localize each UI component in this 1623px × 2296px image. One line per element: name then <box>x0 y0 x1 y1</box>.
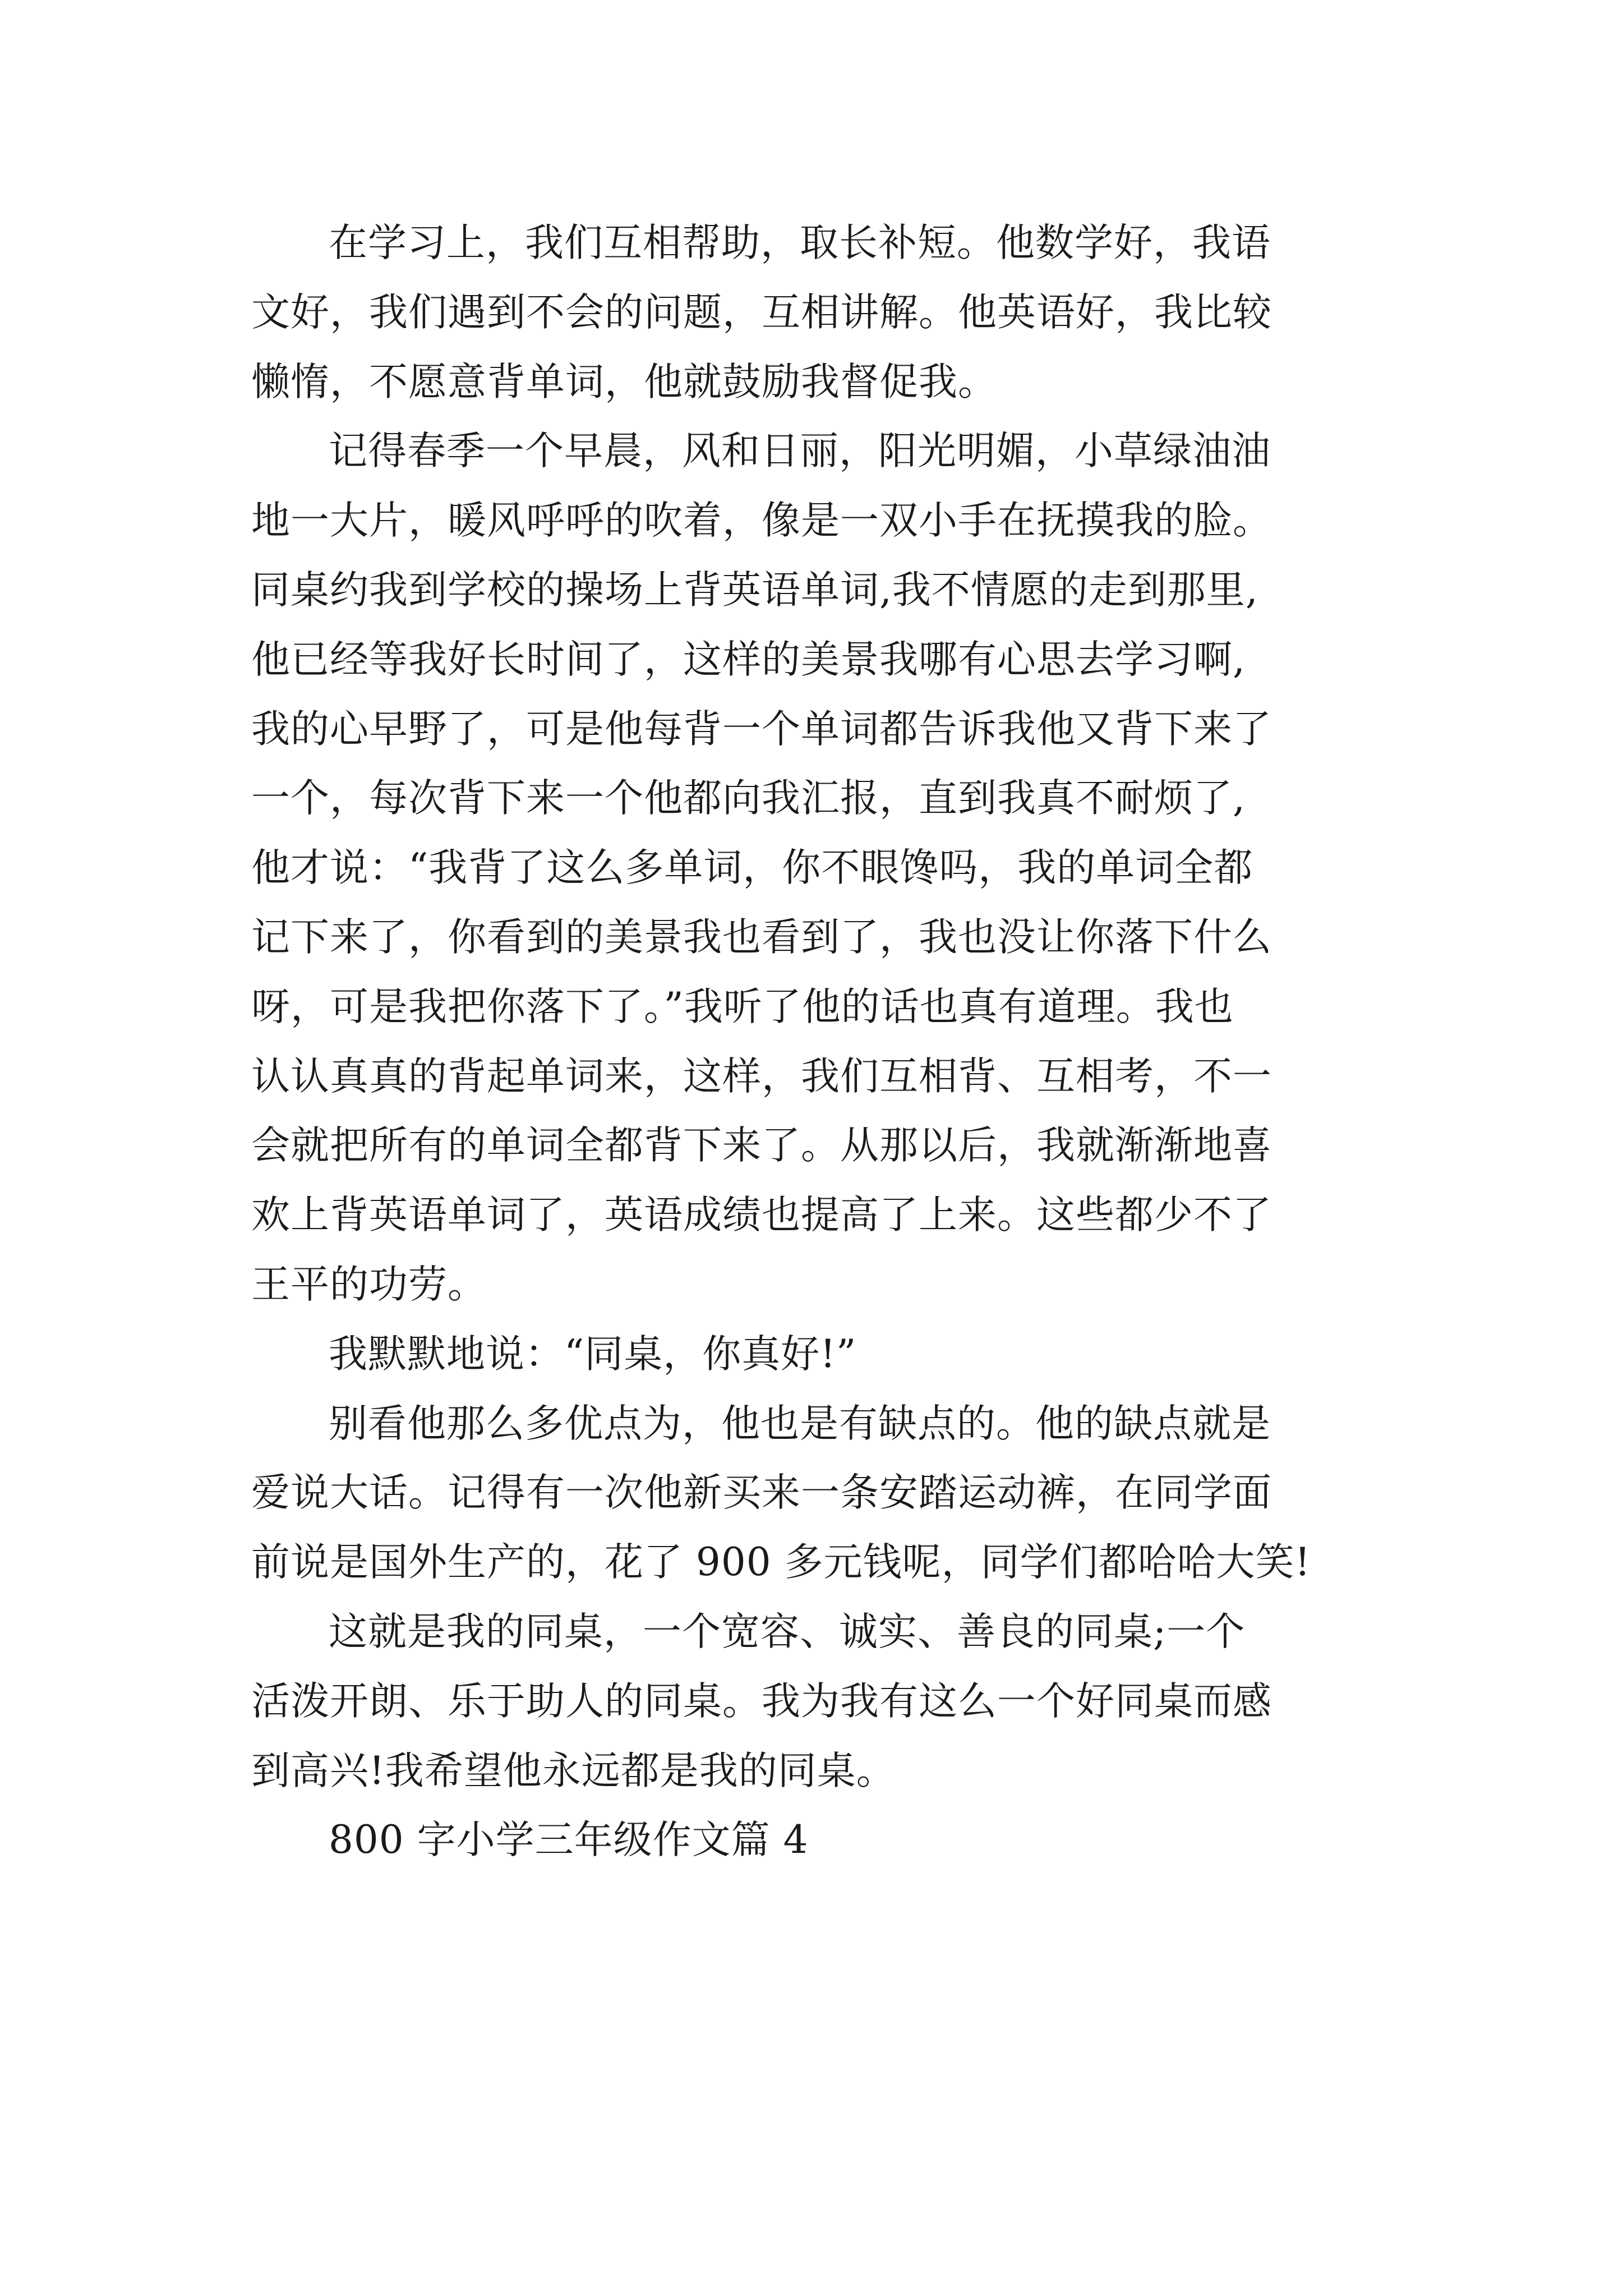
paragraph-shortcoming: 别看他那么多优点为，他也是有缺点的。他的缺点就是 爱说大话。记得有一次他新买来一条安踏运动裤，在同学面 前说是国外生产的，花了 900 多元钱呢，同学们都哈哈大笑! <box>251 1401 1311 1585</box>
paragraph-study-help: 在学习上，我们互相帮助，取长补短。他数学好，我语 文好，我们遇到不会的问题，互相讲解。他英语好，我比较 懒惰，不愿意背单词，他就鼓励我督促我。 <box>251 220 1272 404</box>
body-text <box>251 209 1380 1875</box>
section-heading: 800 字小学三年级作文篇 4 <box>329 1818 809 1863</box>
paragraph-conclusion: 这就是我的同桌，一个宽容、诚实、善良的同桌;一个 活泼开朗、乐于助人的同桌。我为我有这么一个好同桌而感 到高兴!我希望他永远都是我的同桌。 <box>251 1609 1272 1793</box>
paragraph-thanks: 我默默地说：“同桌，你真好!” <box>329 1331 857 1377</box>
paragraph-spring-morning: 记得春季一个早晨，风和日丽，阳光明媚，小草绿油油 地一大片，暖风呼呼的吹着，像是一双小手在抚摸我的脸。 同桌约我到学校的操场上背英语单词,我不情愿的走到那里, 他已经等我好长时间了，这样的美景我哪有心思去学习啊, 我的心早野了，可是他每背一个单词都告诉我他又背下来了 一个，每次背下来一个他都向我汇报，直到我真不耐烦了, 他才说：“我背了这么多单词，你不眼馋吗，我的单词全都 记下来了，你看到的美景我也看到了，我也没让你落下什么 呀，可是我把你落下了。”我听了他的话也真有道理。我也 认认真真的背起单词来，这样，我们互相背、互相考，不一 会就把所有的单词全都背下来了。从那以后，我就渐渐地喜 欢上背英语单词了，英语成绩也提高了上来。这些都少不了 王平的功劳。 <box>251 429 1272 1307</box>
